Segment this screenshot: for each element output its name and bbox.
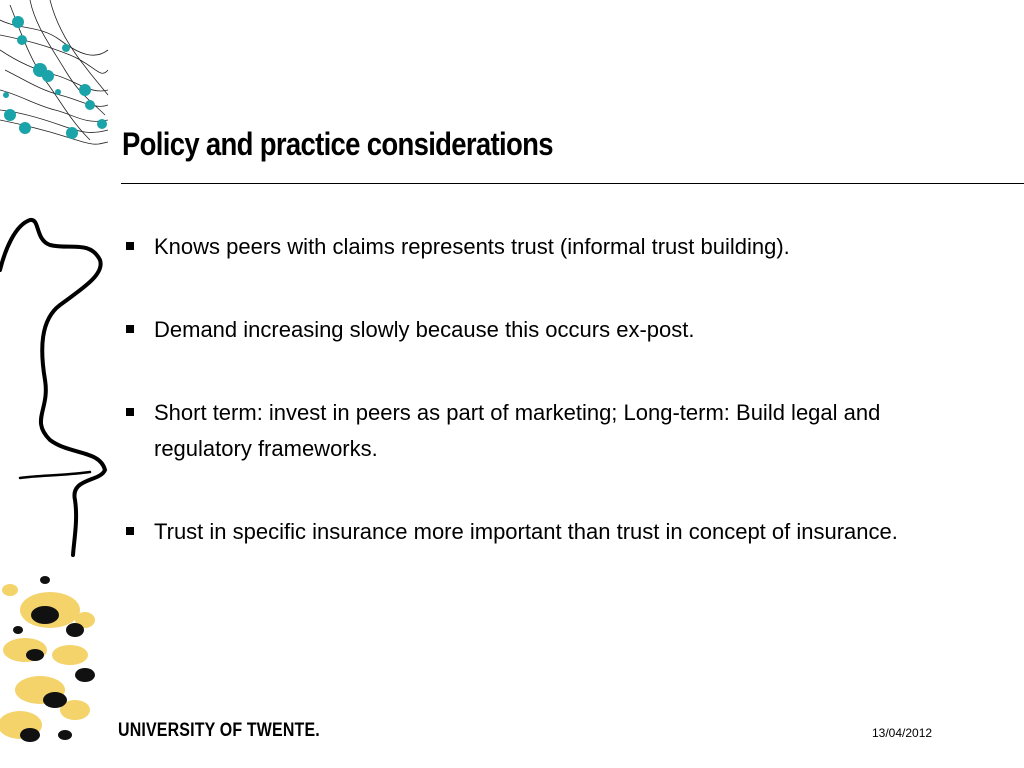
- square-bullet-icon: [126, 408, 134, 416]
- bullet-item-3: [126, 395, 976, 467]
- square-bullet-icon: [126, 325, 134, 333]
- university-logo: UNIVERSITY OF TWENTE.: [118, 720, 320, 741]
- decorative-scribble-top: [0, 0, 110, 150]
- bullet-item-4: [126, 514, 976, 550]
- decorative-brush-stroke: [0, 210, 110, 560]
- bullet-item-1: [126, 229, 976, 265]
- slide-date: 13/04/2012: [872, 726, 933, 740]
- bullet-list: [126, 229, 976, 597]
- square-bullet-icon: [126, 527, 134, 535]
- title-divider: [121, 183, 1024, 184]
- slide-title: Policy and practice considerations: [122, 126, 553, 162]
- bullet-text: Trust in specific insurance more important than trust in concept of insurance.: [154, 519, 898, 544]
- bullet-text: Short term: invest in peers as part of marketing; Long-term: Build legal and regulatory frameworks.: [154, 400, 881, 461]
- bullet-text: Knows peers with claims represents trust (informal trust building).: [154, 234, 790, 259]
- bullet-item-2: [126, 312, 976, 348]
- square-bullet-icon: [126, 242, 134, 250]
- decorative-blobs-bottom: [0, 560, 110, 760]
- bullet-text: Demand increasing slowly because this occurs ex-post.: [154, 317, 695, 342]
